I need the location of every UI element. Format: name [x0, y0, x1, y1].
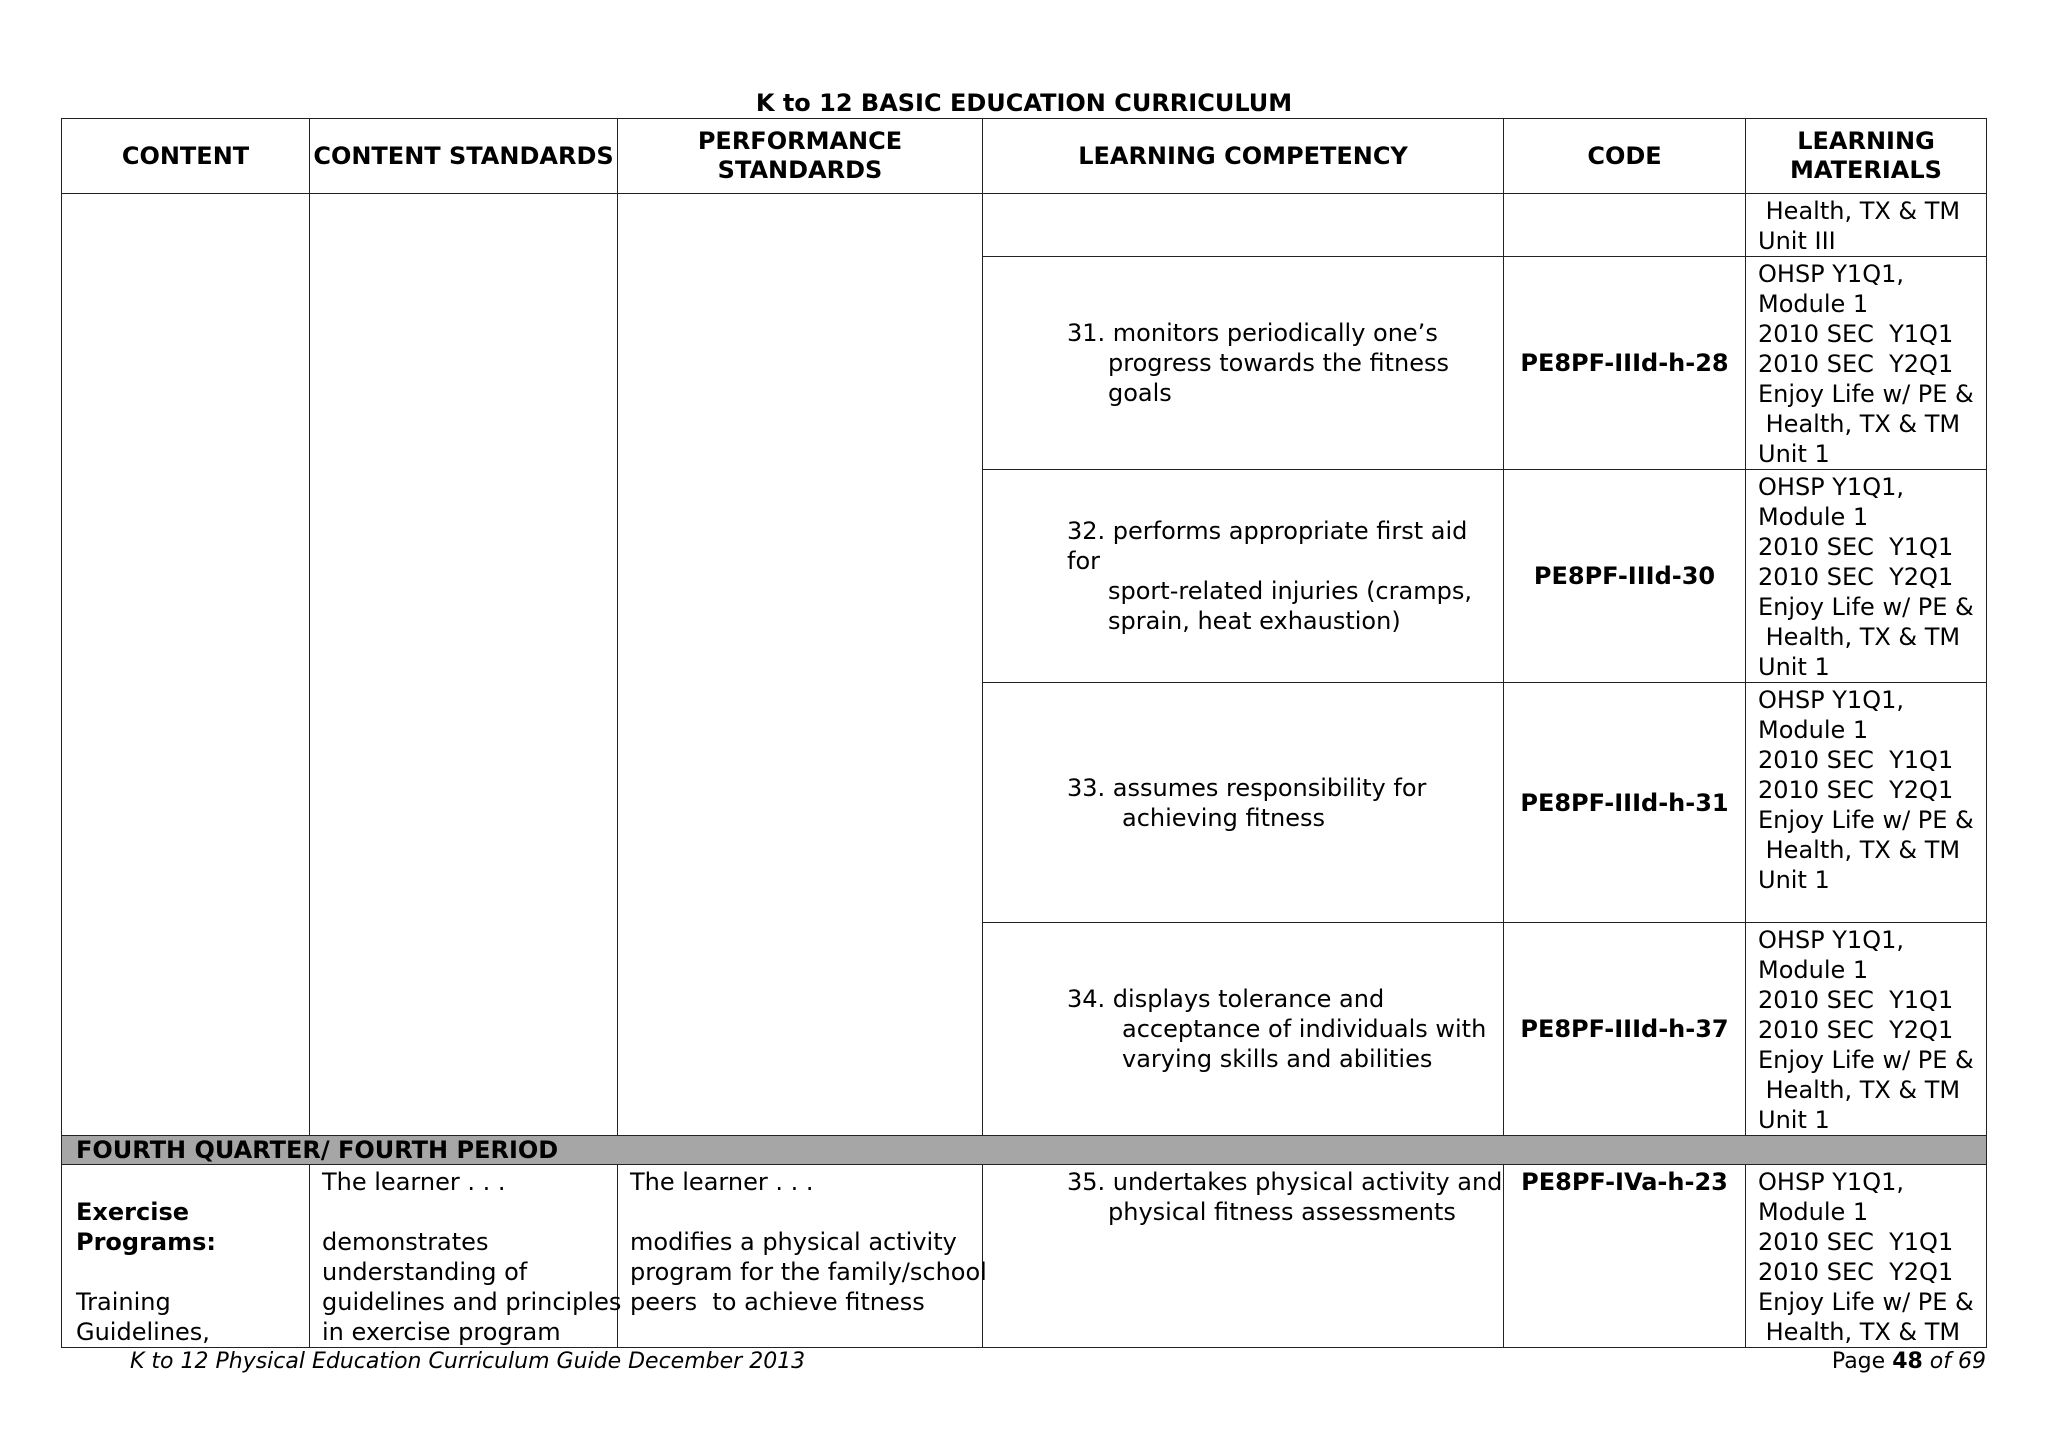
- footer-page-number: [1832, 1349, 1986, 1374]
- materials-cell: [1746, 1165, 1987, 1348]
- content-standards-cell: [310, 194, 618, 1136]
- code-cell: [1504, 194, 1746, 257]
- performance-standards-cell: [618, 194, 983, 1136]
- table-row: [62, 1165, 1987, 1348]
- materials-text: OHSP Y1Q1, Module 1 2010 SEC Y1Q1 2010 SEC Y2Q1 Enjoy Life w/ PE & Health, TX & TM Unit 1: [1758, 260, 1974, 468]
- competency-cell: [983, 470, 1504, 683]
- footer-page-word: Page: [1831, 1349, 1893, 1374]
- competency-cell: [983, 683, 1504, 923]
- competency-line: 32. performs appropriate first aid for: [1067, 517, 1468, 575]
- header-performance-line1: PERFORMANCE: [697, 127, 903, 155]
- quarter-row: [62, 1136, 1987, 1165]
- competency-cell: [983, 923, 1504, 1136]
- content-cell: [62, 194, 310, 1136]
- code-cell: PE8PF-IIId-30: [1504, 470, 1746, 683]
- document-title: K to 12 BASIC EDUCATION CURRICULUM: [755, 89, 1293, 117]
- content-standards-text: demonstrates understanding of guidelines and principles in exercise program: [322, 1228, 622, 1346]
- content-topic-line1: Exercise: [76, 1198, 190, 1226]
- competency-line: 33. assumes responsibility for: [1067, 773, 1427, 802]
- competency-line: 35. undertakes physical activity and: [1067, 1168, 1503, 1196]
- competency-line: sport-related injuries (cramps,: [1108, 577, 1472, 605]
- header-materials-line2: MATERIALS: [1790, 156, 1942, 184]
- header-learning-materials: [1746, 119, 1987, 194]
- materials-cell: [1746, 194, 1987, 257]
- header-performance-line2: STANDARDS: [717, 156, 883, 184]
- code-cell: PE8PF-IIId-h-31: [1504, 683, 1746, 923]
- header-content: CONTENT: [62, 119, 310, 194]
- quarter-label: FOURTH QUARTER/ FOURTH PERIOD: [62, 1136, 1987, 1165]
- competency-line: 31. monitors periodically one’s: [1067, 319, 1438, 347]
- competency-line: varying skills and abilities: [1122, 1045, 1433, 1073]
- content-standards-cell: [310, 1165, 622, 1348]
- materials-text: OHSP Y1Q1, Module 1 2010 SEC Y1Q1 2010 SEC Y2Q1 Enjoy Life w/ PE & Health, TX & TM: [1758, 1168, 1974, 1346]
- content-standards-intro: The learner . . .: [322, 1168, 506, 1196]
- materials-text: OHSP Y1Q1, Module 1 2010 SEC Y1Q1 2010 SEC Y2Q1 Enjoy Life w/ PE & Health, TX & TM Unit 1: [1758, 926, 1974, 1134]
- competency-line: 34. displays tolerance and: [1067, 985, 1385, 1013]
- materials-cell: [1746, 257, 1987, 470]
- code-cell: PE8PF-IIId-h-37: [1504, 923, 1746, 1136]
- competency-line: goals: [1108, 379, 1172, 407]
- competency-line: sprain, heat exhaustion): [1108, 607, 1401, 635]
- competency-line: achieving fitness: [1122, 803, 1326, 832]
- code-cell: PE8PF-IVa-h-23: [1504, 1165, 1746, 1348]
- code-cell: PE8PF-IIId-h-28: [1504, 257, 1746, 470]
- materials-cell: [1746, 470, 1987, 683]
- materials-text: OHSP Y1Q1, Module 1 2010 SEC Y1Q1 2010 SEC Y2Q1 Enjoy Life w/ PE & Health, TX & TM Unit 1: [1758, 473, 1974, 681]
- header-code: CODE: [1504, 119, 1746, 194]
- competency-line: progress towards the fitness: [1108, 349, 1450, 377]
- footer-page-total: of 69: [1922, 1349, 1986, 1374]
- footer-guide-title: K to 12 Physical Education Curriculum Guide December 2013: [130, 1349, 806, 1374]
- materials-cell: [1746, 923, 1987, 1136]
- header-row: [62, 119, 1987, 194]
- competency-cell: [983, 1165, 1504, 1348]
- materials-text: Health, TX & TM Unit III: [1758, 197, 1961, 255]
- footer-page-current: 48: [1892, 1349, 1923, 1374]
- competency-cell: [983, 194, 1504, 257]
- materials-cell: [1746, 683, 1987, 923]
- performance-standards-text: modifies a physical activity program for the family/school peers to achieve fitness: [630, 1228, 987, 1316]
- content-subtopic: Training Guidelines,: [76, 1288, 210, 1346]
- content-cell: [62, 1165, 310, 1348]
- curriculum-table: [61, 118, 1987, 1348]
- header-performance-standards: [618, 119, 983, 194]
- competency-line: physical fitness assessments: [1108, 1198, 1456, 1226]
- header-materials-line1: LEARNING: [1797, 127, 1935, 155]
- materials-text: OHSP Y1Q1, Module 1 2010 SEC Y1Q1 2010 SEC Y2Q1 Enjoy Life w/ PE & Health, TX & TM Unit 1: [1758, 686, 1974, 894]
- header-content-standards: CONTENT STANDARDS: [310, 119, 618, 194]
- performance-standards-cell: [618, 1165, 987, 1348]
- performance-standards-intro: The learner . . .: [630, 1168, 814, 1196]
- competency-line: acceptance of individuals with: [1122, 1015, 1487, 1043]
- competency-cell: [983, 257, 1504, 470]
- table-row: [62, 194, 1987, 257]
- content-topic-line2: Programs:: [76, 1228, 217, 1256]
- header-learning-competency: LEARNING COMPETENCY: [983, 119, 1504, 194]
